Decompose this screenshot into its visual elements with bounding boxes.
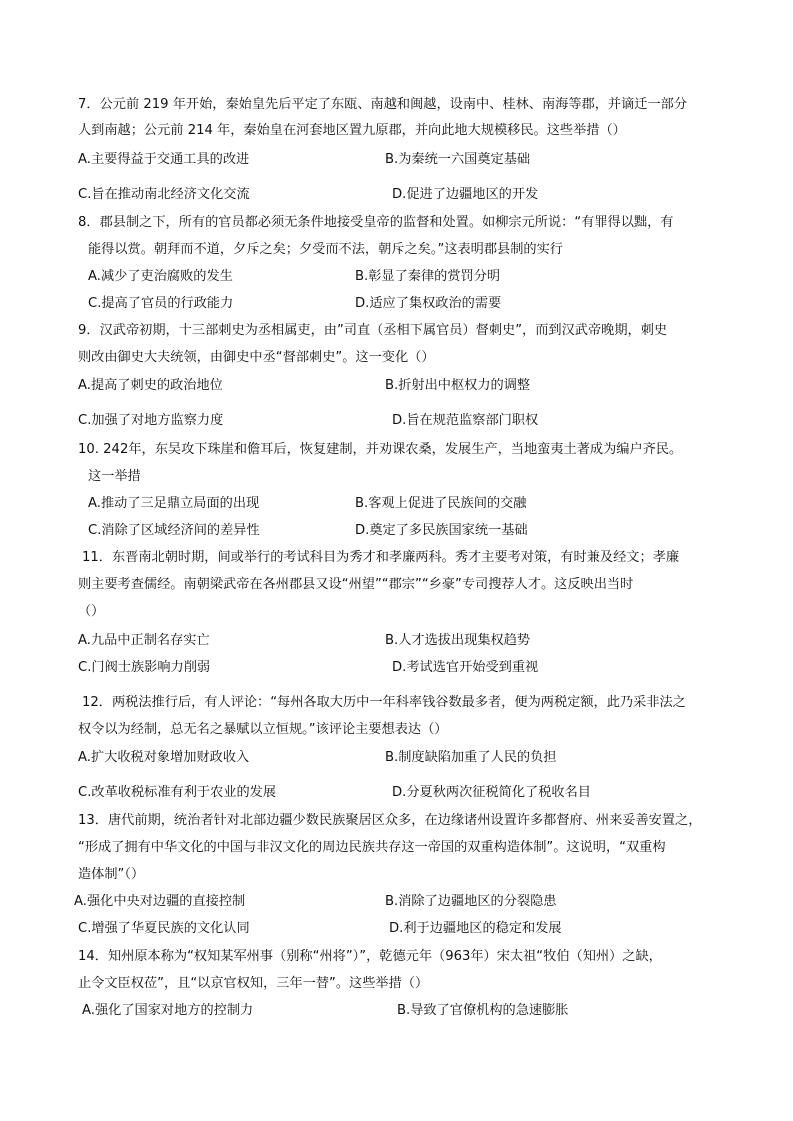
- option-a[interactable]: A.强化了国家对地方的控制力: [82, 1003, 254, 1018]
- question-text-line: 11．东晋南北朝时期，间或举行的考试科目为秀才和孝廉两科。秀才主要考对策，有时兼及经文；孝廉: [82, 550, 680, 565]
- option-b[interactable]: B.导致了官僚机构的急速膨胀: [397, 1003, 569, 1018]
- option-d[interactable]: D.考试选官开始受到重视: [392, 660, 539, 675]
- question-text-line: 则改由御史大夫统领，由御史中丞“督部刺史”。这一变化（）: [78, 350, 435, 365]
- option-a[interactable]: A.推动了三足鼎立局面的出现: [88, 496, 260, 511]
- question-text-line: “形成了拥有中华文化的中国与非汉文化的周边民族共存这一帝国的双重构造体制”。这说明，“双重构: [78, 840, 666, 855]
- option-c[interactable]: C.增强了华夏民族的文化认同: [78, 921, 250, 936]
- option-d[interactable]: D.旨在规范监察部门职权: [392, 413, 539, 428]
- option-b[interactable]: B.消除了边疆地区的分裂隐患: [385, 894, 557, 909]
- question-text-line: 12．两税法推行后，有人评论：“每州各取大历中一年科率钱谷数最多者，便为两税定额，此乃采非法之: [82, 695, 686, 710]
- option-c[interactable]: C.改革收税标准有利于农业的发展: [78, 785, 277, 800]
- option-a[interactable]: A.减少了吏治腐败的发生: [88, 269, 233, 284]
- question-text-line: 权令以为经制，总无名之暴赋以立恒规。”该评论主要想表达（）: [78, 722, 448, 737]
- question-text-line: 造体制”（）: [78, 867, 145, 882]
- option-c[interactable]: C.提高了官员的行政能力: [88, 296, 234, 311]
- option-d[interactable]: D.奠定了多民族国家统一基础: [355, 523, 528, 538]
- question-text-line: 9．汉武帝初期，十三部刺史为丞相属吏，由”司直（丞相下属官员）督刺史”，而到汉武帝晚期，刺史: [78, 323, 668, 338]
- option-b[interactable]: B.折射出中枢权力的调整: [385, 378, 531, 393]
- question-text-line: 14．知州原本称为“权知某军州事（别称“州将”）”，乾德元年（963年）宋太祖“牧伯（知州）之缺，: [78, 949, 662, 964]
- option-c[interactable]: C.旨在推动南北经济文化交流: [78, 187, 250, 202]
- question-text-line: 能得以赏。朝拜而不道，夕斥之矣；夕受而不法，朝斥之矣。”这表明郡县制的实行: [88, 242, 563, 257]
- option-d[interactable]: D.促进了边疆地区的开发: [392, 187, 539, 202]
- question-text-line: 13．唐代前期，统治者针对北部边疆少数民族聚居区众多，在边缘诸州设置许多都督府、州来妥善安置之，: [78, 813, 702, 828]
- option-c[interactable]: C.消除了区域经济间的差异性: [88, 523, 260, 538]
- question-text-line: 7．公元前 219 年开始，秦始皇先后平定了东瓯、南越和闽越，设南中、桂林、南海等郡，并谪迁一部分: [78, 97, 688, 112]
- question-text-line: 10. 242年，东吴攻下珠崖和儋耳后，恢复建制，并劝课农桑，发展生产，当地蛮夷土著成为编户齐民。: [78, 442, 683, 457]
- option-d[interactable]: D.分夏秋两次征税简化了税收名目: [392, 785, 591, 800]
- option-a[interactable]: A.扩大收税对象增加财政收入: [78, 750, 250, 765]
- question-text-line: （）: [78, 604, 105, 619]
- option-a[interactable]: A.主要得益于交通工具的改进: [78, 152, 250, 167]
- option-a[interactable]: A.九品中正制名存实亡: [78, 633, 210, 648]
- option-a[interactable]: A.提高了刺史的政治地位: [78, 378, 223, 393]
- question-text-line: 8．郡县制之下，所有的官员都必须无条件地接受皇帝的监督和处置。如柳宗元所说：“有罪得以黜，有: [78, 215, 674, 230]
- option-b[interactable]: B.客观上促进了民族间的交融: [355, 496, 527, 511]
- question-text-line: 则主要考查儒经。南朝梁武帝在各州郡县又设“州望”“郡宗”“乡豪”专司搜荐人才。这反映出当时: [78, 577, 634, 592]
- question-text-line: 人到南越；公元前 214 年，秦始皇在河套地区置九原郡，并向此地大规模移民。这些举措（）: [78, 123, 626, 138]
- option-b[interactable]: B.制度缺陷加重了人民的负担: [385, 750, 557, 765]
- option-c[interactable]: C.加强了对地方监察力度: [78, 413, 224, 428]
- option-b[interactable]: B.人才选拔出现集权趋势: [385, 633, 531, 648]
- option-a[interactable]: A.强化中央对边疆的直接控制: [74, 894, 246, 909]
- option-b[interactable]: B.为秦统一六国奠定基础: [385, 152, 531, 167]
- option-d[interactable]: D.利于边疆地区的稳定和发展: [389, 921, 562, 936]
- option-d[interactable]: D.适应了集权政治的需要: [355, 296, 502, 311]
- question-text-line: 这一举措: [88, 469, 141, 484]
- option-b[interactable]: B.彰显了秦律的赏罚分明: [355, 269, 501, 284]
- option-c[interactable]: C.门阀士族影响力削弱: [78, 660, 211, 675]
- question-text-line: 止令文臣权莅”，且“以京官权知，三年一替”。这些举措（）: [78, 976, 429, 991]
